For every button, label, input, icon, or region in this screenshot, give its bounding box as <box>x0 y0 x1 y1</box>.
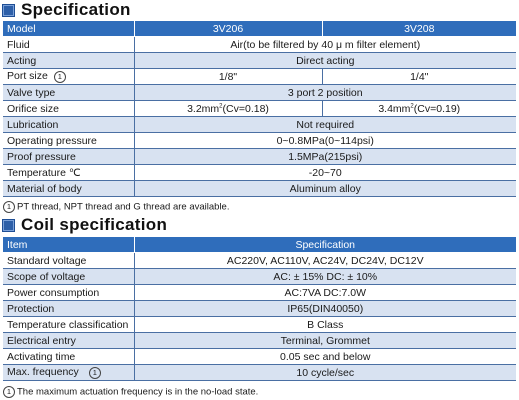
table-row <box>3 37 516 53</box>
row-value: 1.5MPa(215psi) <box>134 149 516 165</box>
table-row <box>3 101 516 117</box>
row-label: Scope of voltage <box>3 269 134 285</box>
row-label: Valve type <box>3 85 134 101</box>
spec-section-title <box>2 0 131 20</box>
table-row <box>3 181 516 197</box>
spec-title: Specification <box>21 0 131 19</box>
row-label <box>3 365 134 381</box>
spec-table <box>3 21 516 197</box>
table-row <box>3 269 516 285</box>
row-value: 0~0.8MPa(0~114psi) <box>134 133 516 149</box>
row-label-text: Port size <box>7 70 48 83</box>
header-item: Item <box>3 237 134 253</box>
row-label: Proof pressure <box>3 149 134 165</box>
row-value-3v208: 1/4" <box>322 69 516 85</box>
row-label: Orifice size <box>3 101 134 117</box>
table-row <box>3 301 516 317</box>
row-label: Operating pressure <box>3 133 134 149</box>
row-label: Power consumption <box>3 285 134 301</box>
row-label: Temperature ℃ <box>3 165 134 181</box>
row-value-3v206: 1/8" <box>134 69 322 85</box>
spec-header-row <box>3 21 516 37</box>
footnote-marker-icon: 1 <box>54 71 66 83</box>
row-value: AC220V, AC110V, AC24V, DC24V, DC12V <box>134 253 516 269</box>
footnote-marker-icon: 1 <box>89 367 101 379</box>
row-label: Material of body <box>3 181 134 197</box>
row-value: Not required <box>134 117 516 133</box>
coil-header-row <box>3 237 516 253</box>
table-row <box>3 253 516 269</box>
table-row <box>3 317 516 333</box>
bullet-square-icon <box>2 219 15 232</box>
spec-footnote-text: PT thread, NPT thread and G thread are available. <box>17 201 230 213</box>
table-row <box>3 365 516 381</box>
table-row <box>3 117 516 133</box>
table-row <box>3 149 516 165</box>
row-label <box>3 69 134 85</box>
row-label: Temperature classification <box>3 317 134 333</box>
row-value: 3 port 2 position <box>134 85 516 101</box>
row-label: Protection <box>3 301 134 317</box>
row-label: Standard voltage <box>3 253 134 269</box>
orifice-a-value: 3.2mm <box>187 102 220 115</box>
row-value: Direct acting <box>134 53 516 69</box>
row-value: IP65(DIN40050) <box>134 301 516 317</box>
row-label: Activating time <box>3 349 134 365</box>
table-row <box>3 285 516 301</box>
table-row <box>3 133 516 149</box>
orifice-a-sup: 2 <box>219 103 223 109</box>
row-value: 10 cycle/sec <box>134 365 516 381</box>
spec-footnote <box>3 201 229 213</box>
row-label: Lubrication <box>3 117 134 133</box>
row-value: Air(to be filtered by 40 μ m filter element) <box>134 37 516 53</box>
bullet-square-icon <box>2 4 15 17</box>
table-row <box>3 349 516 365</box>
row-value: AC:7VA DC:7.0W <box>134 285 516 301</box>
coil-title: Coil specification <box>21 215 168 234</box>
row-label: Fluid <box>3 37 134 53</box>
row-value: B Class <box>134 317 516 333</box>
orifice-b-sup: 2 <box>410 103 414 109</box>
coil-table <box>3 237 516 381</box>
row-value-3v208 <box>322 101 516 117</box>
table-row <box>3 85 516 101</box>
row-value: -20~70 <box>134 165 516 181</box>
table-row <box>3 69 516 85</box>
header-3v208: 3V208 <box>322 21 516 37</box>
orifice-b-cv: (Cv=0.19) <box>413 102 461 115</box>
coil-footnote-text: The maximum actuation frequency is in the no-load state. <box>17 386 259 398</box>
orifice-a-cv: (Cv=0.18) <box>222 102 269 115</box>
orifice-b-value: 3.4mm <box>378 102 411 115</box>
header-3v206: 3V206 <box>134 21 322 37</box>
row-label: Electrical entry <box>3 333 134 349</box>
header-specification: Specification <box>134 237 516 253</box>
coil-footnote <box>3 386 258 398</box>
row-value: Terminal, Grommet <box>134 333 516 349</box>
row-value-3v206 <box>134 101 322 117</box>
footnote-marker-icon: 1 <box>3 201 15 213</box>
row-label-text: Max. frequency <box>7 366 79 379</box>
footnote-marker-icon: 1 <box>3 386 15 398</box>
table-row <box>3 53 516 69</box>
table-row <box>3 165 516 181</box>
coil-section-title <box>2 215 167 235</box>
row-label: Acting <box>3 53 134 69</box>
row-value: AC: ± 15% DC: ± 10% <box>134 269 516 285</box>
row-value: 0.05 sec and below <box>134 349 516 365</box>
header-model: Model <box>3 21 134 37</box>
table-row <box>3 333 516 349</box>
row-value: Aluminum alloy <box>134 181 516 197</box>
